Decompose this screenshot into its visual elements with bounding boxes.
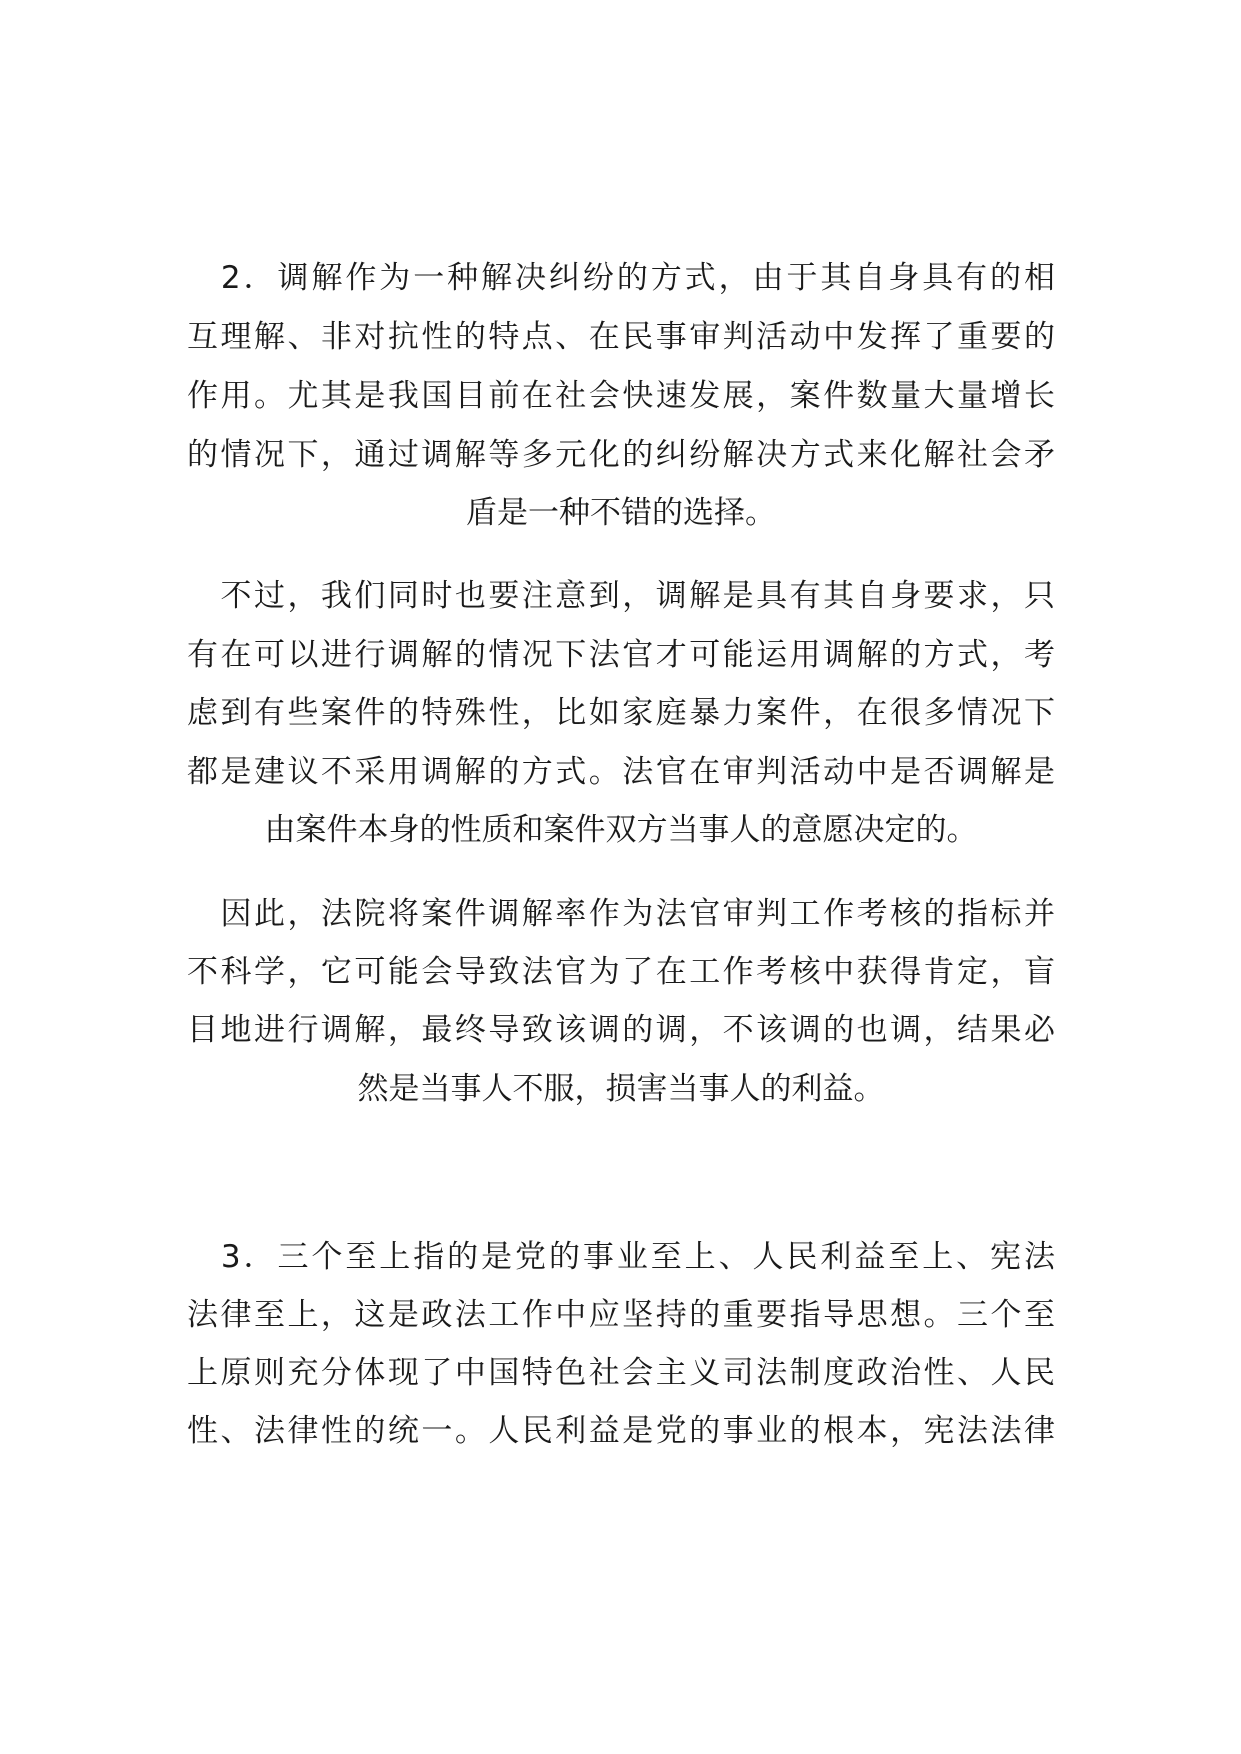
text-line: 作用。尤其是我国目前在社会快速发展，案件数量大量增长 — [187, 378, 1055, 414]
text-line: 性、法律性的统一。人民利益是党的事业的根本，宪法法律 — [187, 1413, 1055, 1449]
text-line: 法律至上，这是政法工作中应坚持的重要指导思想。三个至 — [187, 1297, 1055, 1333]
text-line: 2．调解作为一种解决纠纷的方式，由于其自身具有的相 — [187, 260, 1055, 296]
text-line: 不过，我们同时也要注意到，调解是具有其自身要求，只 — [187, 578, 1055, 614]
text-line: 都是建议不采用调解的方式。法官在审判活动中是否调解是 — [187, 754, 1055, 790]
text-line: 由案件本身的性质和案件双方当事人的意愿决定的。 — [264, 812, 978, 848]
text-line: 盾是一种不错的选择。 — [466, 495, 776, 531]
text-line: 上原则充分体现了中国特色社会主义司法制度政治性、人民 — [187, 1355, 1055, 1391]
text-line: 有在可以进行调解的情况下法官才可能运用调解的方式，考 — [187, 637, 1055, 673]
text-line: 目地进行调解，最终导致该调的调，不该调的也调，结果必 — [187, 1012, 1055, 1048]
text-line: 3．三个至上指的是党的事业至上、人民利益至上、宪法 — [187, 1239, 1055, 1275]
text-line: 虑到有些案件的特殊性，比如家庭暴力案件，在很多情况下 — [187, 695, 1055, 731]
text-line: 互理解、非对抗性的特点、在民事审判活动中发挥了重要的 — [187, 319, 1055, 355]
text-line: 的情况下，通过调解等多元化的纠纷解决方式来化解社会矛 — [187, 437, 1055, 473]
text-line: 不科学，它可能会导致法官为了在工作考核中获得肯定，盲 — [187, 954, 1055, 990]
text-line: 然是当事人不服，损害当事人的利益。 — [357, 1071, 885, 1107]
text-line: 因此，法院将案件调解率作为法官审判工作考核的指标并 — [187, 896, 1055, 932]
